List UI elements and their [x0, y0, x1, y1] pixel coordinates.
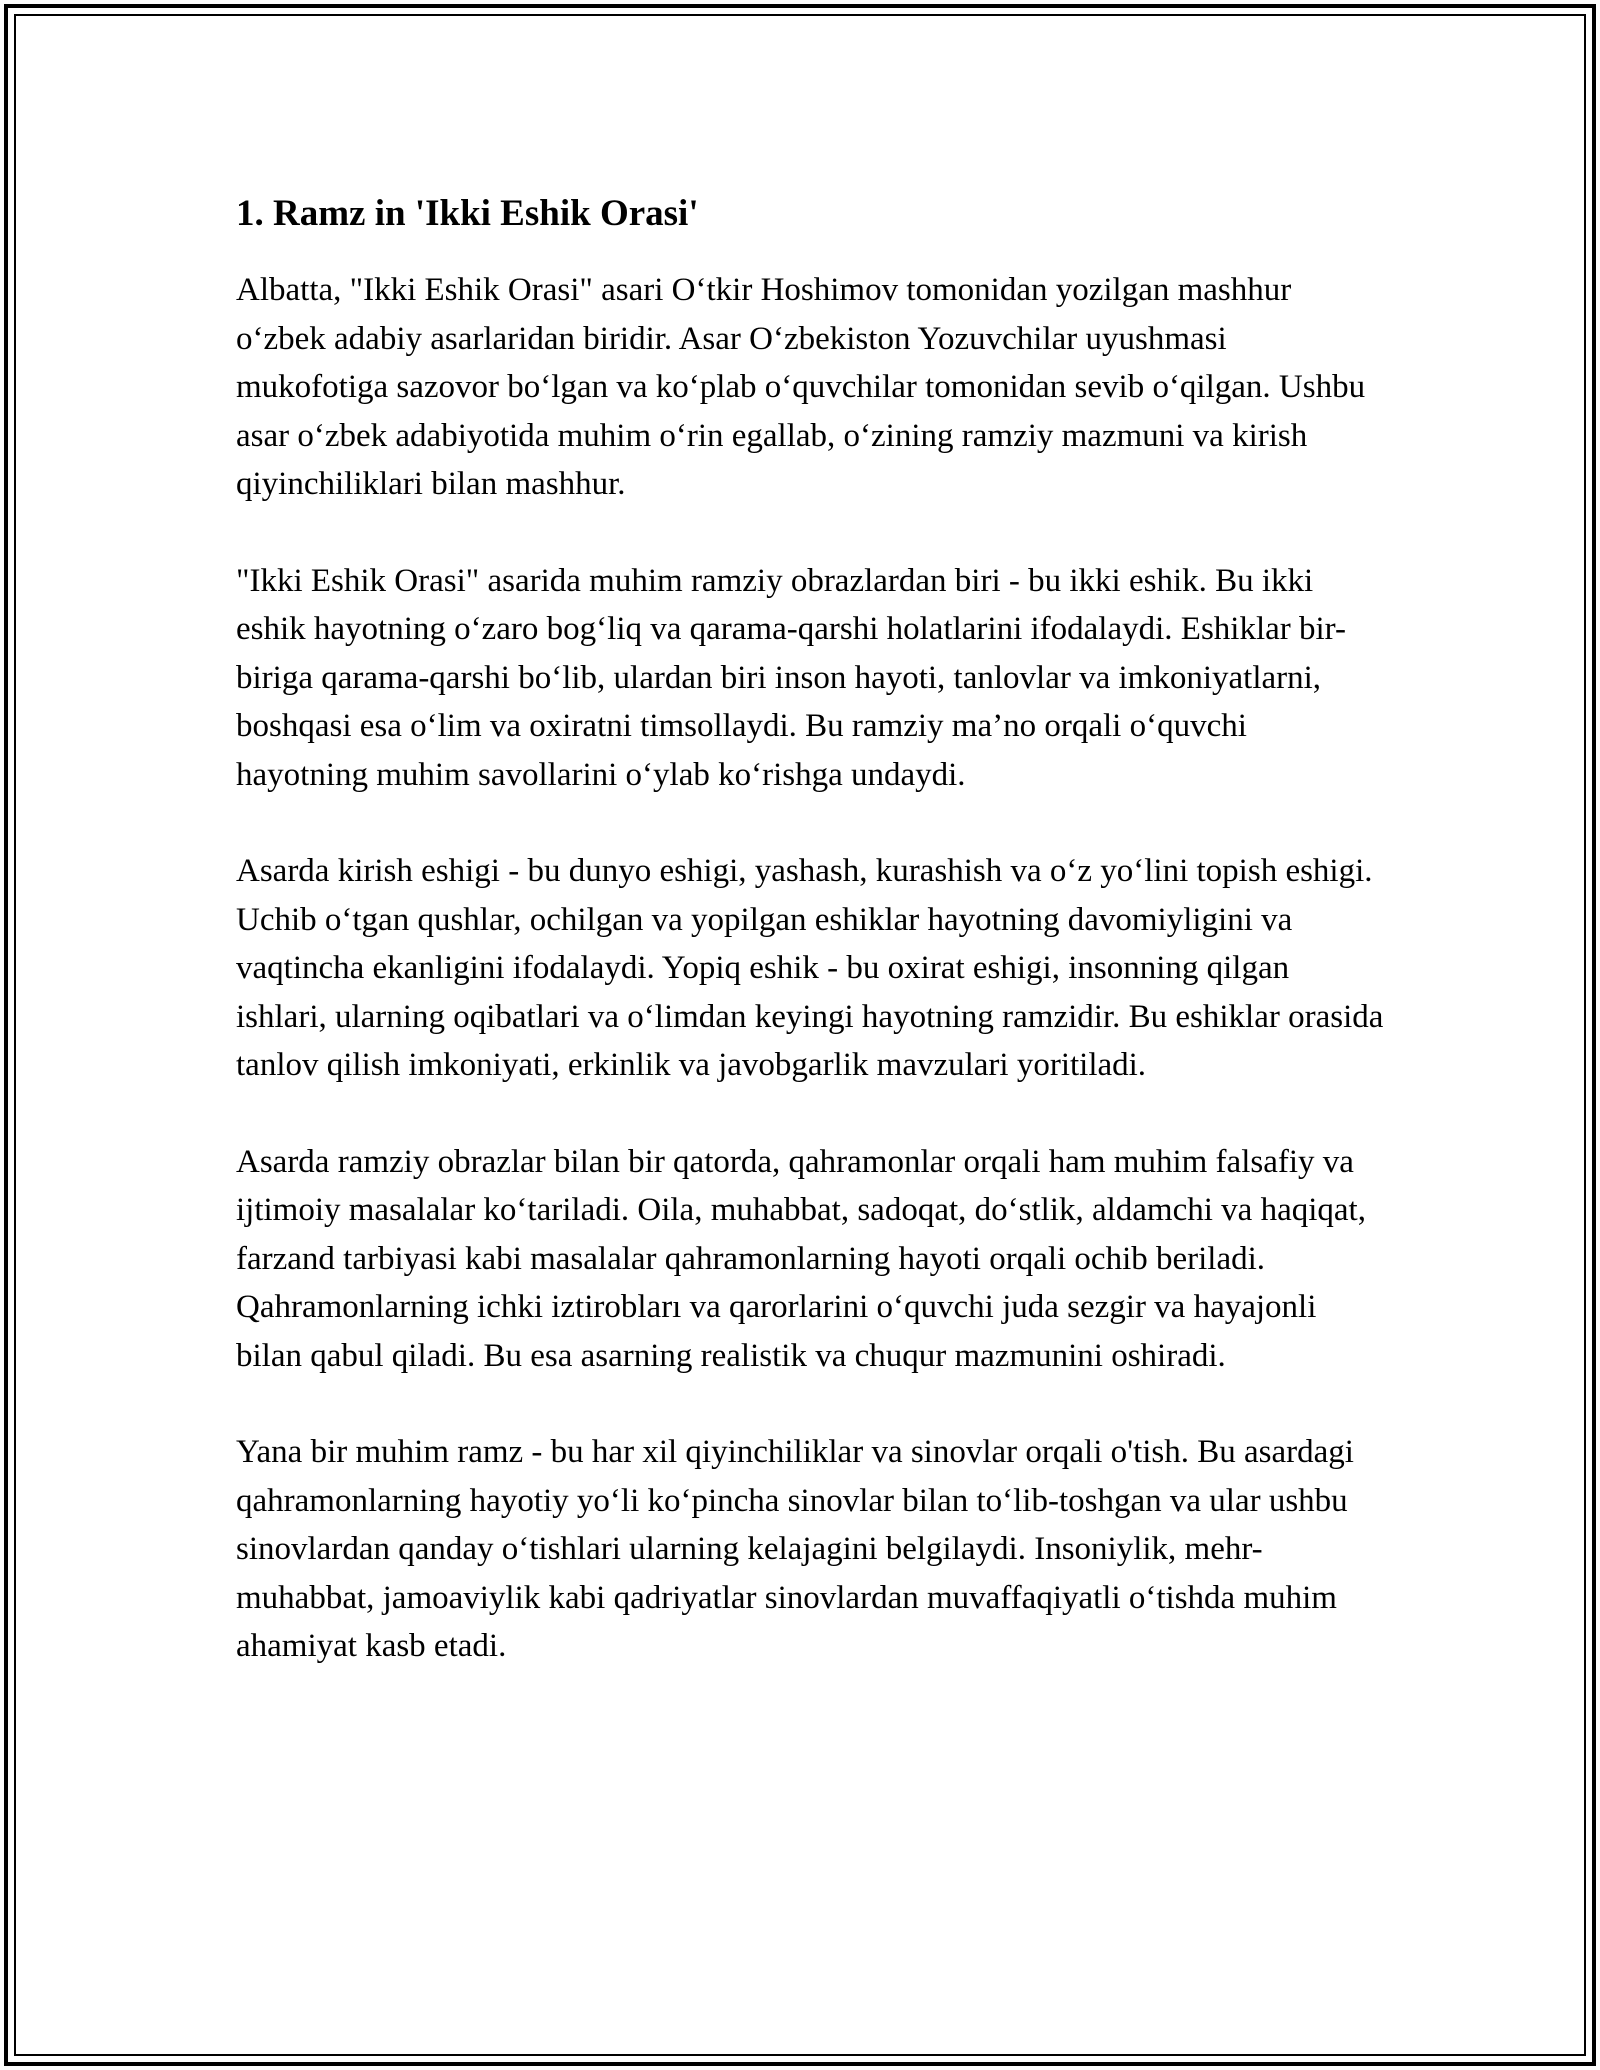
paragraph-intro: Albatta, "Ikki Eshik Orasi" asari O‘tkir Hoshimov tomonidan yozilgan mashhur o‘zbek adabiy asarlaridan biridir. Asar O‘zbekiston Yozuvchilar uyushmasi mukofotiga sazovor bo‘lgan va ko‘plab o‘quvchilar tomonidan sevib o‘qilgan. Ushbu asar o‘zbek adabiyotida muhim o‘rin egallab, o‘zining ramziy mazmuni va kirish qiyinchiliklari bilan mashhur.	[236, 272, 1366, 502]
section-title: 1. Ramz in 'Ikki Eshik Orasi'	[236, 193, 699, 234]
paragraph-two-doors: "Ikki Eshik Orasi" asarida muhim ramziy obrazlardan biri - bu ikki eshik. Bu ikki eshik hayotning o‘zaro bog‘liq va qarama-qarshi holatlarini ifodalaydi. Eshiklar bir-biriga qarama-qarshi bo‘lib, ulardan biri inson hayoti, tanlovlar va imkoniyatlarni, boshqasi esa o‘lim va oxiratni timsollaydi. Bu ramziy ma’no orqali o‘quvchi hayotning muhim savollarini o‘ylab ko‘rishga undaydi.	[236, 562, 1346, 793]
paragraph-trials: Yana bir muhim ramz - bu har xil qiyinchiliklar va sinovlar orqali o'tish. Bu asardagi qahramonlarning hayotiy yo‘li ko‘pincha sinovlar bilan to‘lib-toshgan va ular ushbu sinovlardan qanday o‘tishlari ularning kelajagini belgilaydi. Insoniylik, mehr-muhabbat, jamoaviylik kabi qadriyatlar sinovlardan muvaffaqiyatli o‘tishda muhim ahamiyat kasb etadi.	[236, 1434, 1354, 1664]
paragraph-entrance-door: Asarda kirish eshigi - bu dunyo eshigi, yashash, kurashish va o‘z yo‘lini topish eshigi. Uchib o‘tgan qushlar, ochilgan va yopilgan eshiklar hayotning davomiyligini va vaqtincha ekanligini ifodalaydi. Yopiq eshik - bu oxirat eshigi, insonning qilgan ishlari, ularning oqibatlari va o‘limdan keyingi hayotning ramzidir. Bu eshiklar orasida tanlov qilish imkoniyati, erkinlik va javobgarlik mavzulari yoritiladi.	[236, 853, 1384, 1083]
document-body	[236, 188, 1386, 1719]
paragraph-characters: Asarda ramziy obrazlar bilan bir qatorda, qahramonlar orqali ham muhim falsafiy va ijtimoiy masalalar ko‘tariladi. Oila, muhabbat, sadoqat, do‘stlik, aldamchi va haqiqat, farzand tarbiyasi kabi masalalar qahramonlarning hayoti orqali ochib beriladi. Qahramonlarning ichki iztirobları va qarorlarini o‘quvchi juda sezgir va hayajonli bilan qabul qiladi. Bu esa asarning realistik va chuqur mazmunini oshiradi.	[236, 1143, 1366, 1374]
